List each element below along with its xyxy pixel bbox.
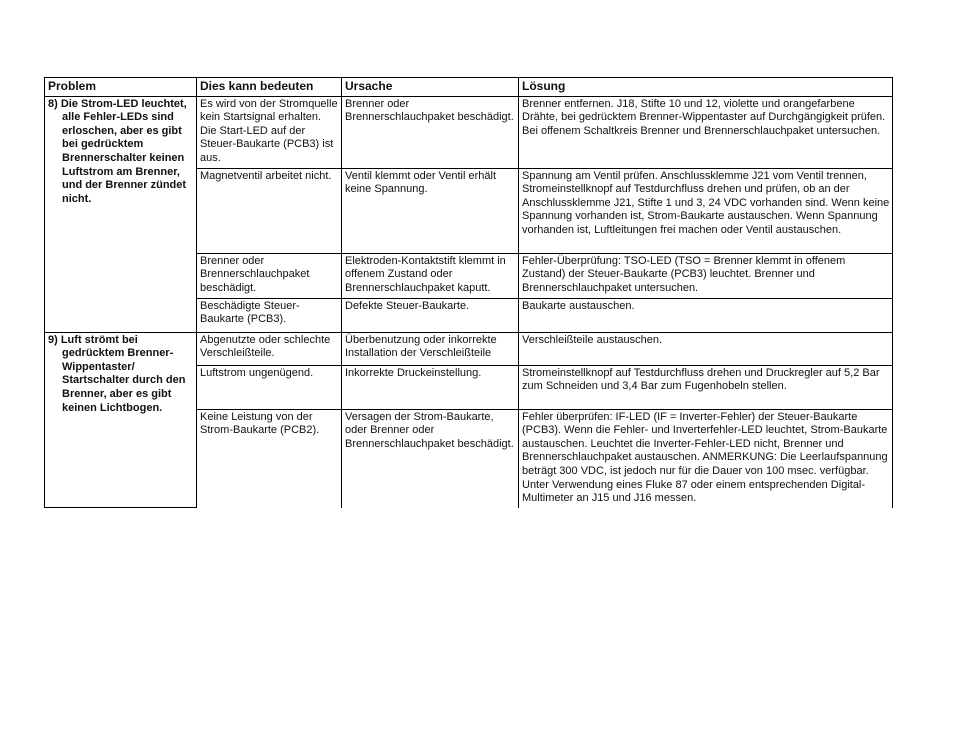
header-row (45, 78, 893, 97)
header-meaning: Dies kann bedeuten (197, 78, 342, 97)
meaning-cell: Keine Leistung von der Strom-Baukarte (PCB2). (197, 409, 342, 508)
meaning-cell: Luftstrom ungenügend. (197, 365, 342, 409)
solution-cell: Baukarte austauschen. (519, 298, 893, 332)
meaning-cell: Abgenutzte oder schlechte Verschleißteile. (197, 332, 342, 365)
solution-cell: Fehler-Überprüfung: TSO-LED (TSO = Brenner klemmt in offenem Zustand) der Steuer-Baukarte (PCB3) leuchtet. Brenner und Brennerschlauchpaket untersuchen. (519, 253, 893, 298)
meaning-cell: Es wird von der Stromquelle kein Startsignal erhalten. Die Start-LED auf der Steuer-Baukarte (PCB3) ist aus. (197, 96, 342, 168)
table-row (45, 332, 893, 365)
cause-cell: Defekte Steuer-Baukarte. (342, 298, 519, 332)
problem-cell (45, 96, 197, 332)
solution-cell: Brenner entfernen. J18, Stifte 10 und 12, violette und orangefarbene Drähte, bei gedrücktem Brenner-Wippentaster auf Durchgängigkeit prüfen. Bei offenem Schaltkreis Brenner und Brennerschlauchpaket untersuchen. (519, 96, 893, 168)
problem-cell (45, 332, 197, 508)
header-problem: Problem (45, 78, 197, 97)
cause-cell: Ventil klemmt oder Ventil erhält keine Spannung. (342, 168, 519, 253)
cause-cell: Brenner oder Brennerschlauchpaket beschädigt. (342, 96, 519, 168)
header-solution: Lösung (519, 78, 893, 97)
solution-cell: Spannung am Ventil prüfen. Anschlussklemme J21 vom Ventil trennen, Stromeinstellknopf auf Testdurchfluss drehen und prüfen, ob an der Anschlussklemme J21, Stifte 1 und 3, 24 VDC vorhanden sind. Wenn keine Spannung vorhanden ist, Strom-Baukarte austauschen. Wenn Spannung vorhanden ist, Luftleitungen frei machen oder Ventil austauschen. (519, 168, 893, 253)
solution-cell: Verschleißteile austauschen. (519, 332, 893, 365)
cause-cell: Versagen der Strom-Baukarte, oder Brenner oder Brennerschlauchpaket beschädigt. (342, 409, 519, 508)
troubleshooting-table (44, 77, 893, 508)
meaning-cell: Beschädigte Steuer-Baukarte (PCB3). (197, 298, 342, 332)
solution-cell: Stromeinstellknopf auf Testdurchfluss drehen und Druckregler auf 5,2 Bar zum Schneiden und 3,4 Bar zum Fugenhobeln stellen. (519, 365, 893, 409)
table-row (45, 96, 893, 168)
solution-cell: Fehler überprüfen: IF-LED (IF = Inverter-Fehler) der Steuer-Baukarte (PCB3). Wenn die Fehler- und Inverterfehler-LED leuchtet, Strom-Baukarte austauschen. Leuchtet die Inverter-Fehler-LED nicht, Brenner und Brennerschlauchpaket austauschen. ANMERKUNG: Die Leerlaufspannung beträgt 300 VDC, ist jedoch nur für die Dauer von 100 msec. verfügbar. Unter Verwendung eines Fluke 87 oder einem entsprechenden Digital-Multimeter an J15 und J16 messen. (519, 409, 893, 508)
cause-cell: Überbenutzung oder inkorrekte Installation der Verschleißteile (342, 332, 519, 365)
cause-cell: Elektroden-Kontaktstift klemmt in offenem Zustand oder Brennerschlauchpaket kaputt. (342, 253, 519, 298)
problem-text: 9) Luft strömt bei gedrücktem Brenner-Wippentaster/ Startschalter durch den Brenner, aber es gibt keinen Lichtbogen. (48, 333, 186, 414)
header-cause: Ursache (342, 78, 519, 97)
meaning-cell: Brenner oder Brennerschlauchpaket beschädigt. (197, 253, 342, 298)
cause-cell: Inkorrekte Druckeinstellung. (342, 365, 519, 409)
problem-text: 8) Die Strom-LED leuchtet, alle Fehler-LEDs sind erloschen, aber es gibt bei gedrücktem Brennerschalter keinen Luftstrom am Brenner, und der Brenner zündet nicht. (48, 97, 187, 205)
meaning-cell: Magnetventil arbeitet nicht. (197, 168, 342, 253)
